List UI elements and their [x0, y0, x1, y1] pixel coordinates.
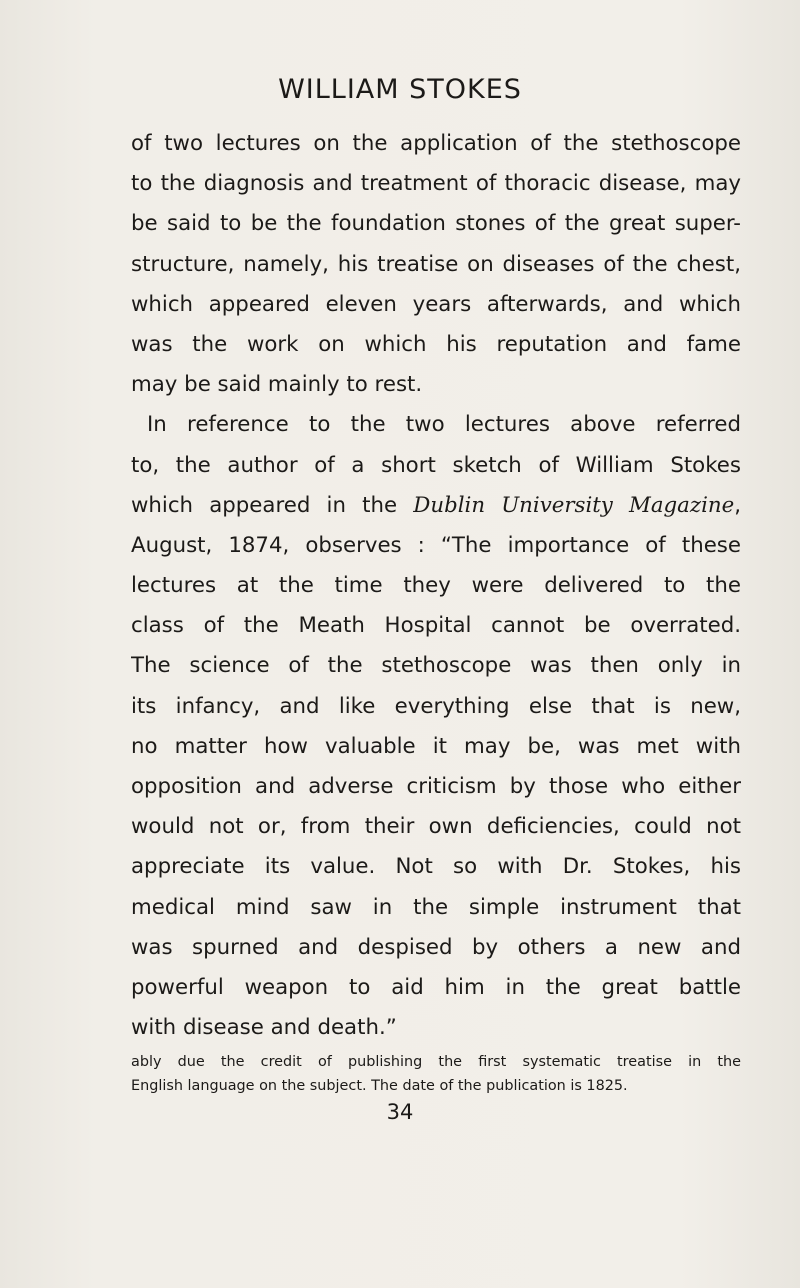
text-fragment: , — [734, 492, 741, 518]
text-line: of two lectures on the application of the stethoscope — [131, 131, 741, 156]
text-line: to the diagnosis and treatment of thoracic disease, may — [131, 171, 741, 197]
text-line: be said to be the foundation stones of the great super- — [131, 211, 741, 237]
footnote — [131, 1050, 741, 1098]
text-line: structure, namely, his treatise on diseases of the chest, — [131, 251, 741, 277]
running-header: WILLIAM STOKES — [278, 74, 522, 105]
text-line: was the work on which his reputation and fame — [131, 331, 741, 357]
text-line: with disease and death.” — [131, 1015, 397, 1041]
footnote-line: ably due the credit of publishing the first systematic treatise in the — [131, 1054, 741, 1070]
text-line: class of the Meath Hospital cannot be overrated. — [131, 613, 741, 639]
text-line: August, 1874, observes : “The importance of these — [131, 532, 741, 558]
text-line: lectures at the time they were delivered to the — [131, 573, 741, 599]
text-line: appreciate its value. Not so with Dr. Stokes, his — [131, 854, 741, 880]
text-fragment: which appeared in the — [131, 492, 398, 518]
paragraph-start-line: In reference to the two lectures above referred — [147, 412, 741, 438]
text-line: medical mind saw in the simple instrument that — [131, 894, 741, 920]
text-line: which appeared eleven years afterwards, and which — [131, 291, 741, 317]
text-line-with-title — [131, 486, 741, 526]
text-line: no matter how valuable it may be, was met with — [131, 733, 741, 759]
magazine-title: Dublin University Magazine — [413, 492, 735, 518]
text-line: to, the author of a short sketch of William Stokes — [131, 452, 741, 478]
text-line: would not or, from their own deficiencies, could not — [131, 814, 741, 840]
text-line: opposition and adverse criticism by those who either — [131, 774, 741, 799]
body-text — [131, 124, 741, 1048]
page-number: 34 — [386, 1100, 414, 1124]
text-line: The science of the stethoscope was then only in — [131, 653, 741, 679]
text-line: may be said mainly to rest. — [131, 372, 423, 398]
footnote-line: English language on the subject. The date of the publication is 1825. — [131, 1078, 628, 1094]
text-line: powerful weapon to aid him in the great battle — [131, 974, 741, 1000]
text-line: its infancy, and like everything else that is new, — [131, 693, 741, 719]
text-line: was spurned and despised by others a new and — [131, 934, 741, 960]
